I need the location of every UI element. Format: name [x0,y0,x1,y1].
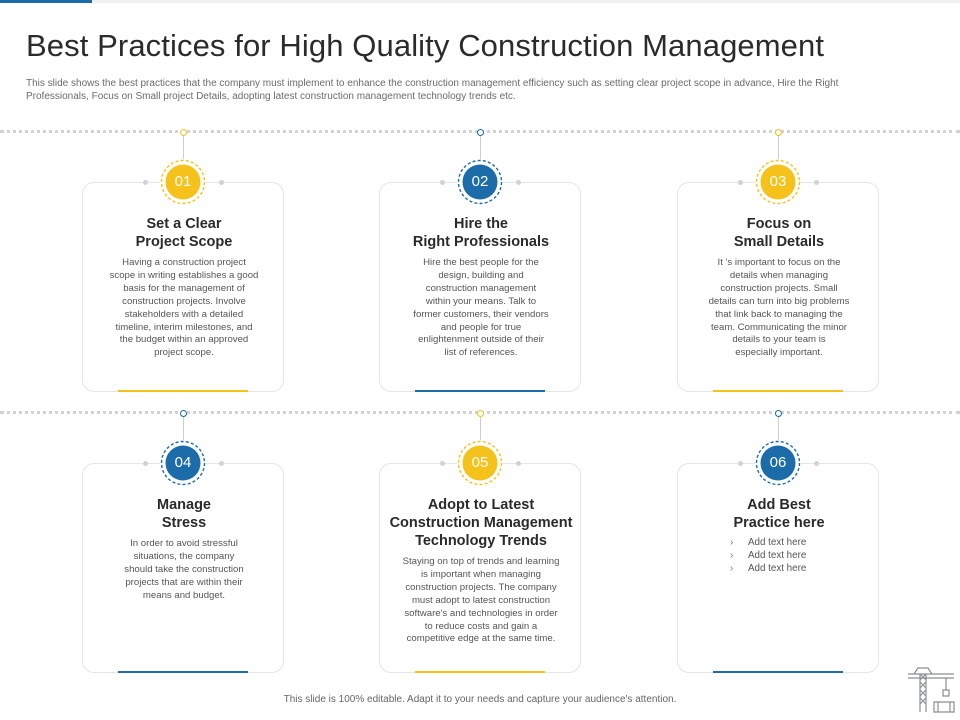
decorative-dot [143,180,148,185]
step-number: 06 [769,454,787,471]
card-description-line: team. Communicating the minor [711,321,847,333]
card-description-line: software's and technologies in order [404,607,558,619]
step-number: 03 [769,173,787,190]
step-number: 04 [174,454,192,471]
card-description-line: list of references. [444,347,518,359]
card-title-line: Right Professionals [412,234,550,250]
card-description-line: former customers, their vendors [413,308,549,320]
card-title [380,215,582,251]
decorative-dot [219,461,224,466]
bullet-text: Add text here [748,563,807,574]
card-description-line: that link back to managing the [715,308,843,320]
card-description-line: within your means. Talk to [425,295,537,307]
card-description-line: basis for the management of [123,282,245,294]
chevron-right-icon: › [730,537,734,548]
slide-description-line-2: Professionals, Focus on Small project Details, adopting latest construction management technology trends etc. [26,91,516,102]
step-number: 02 [471,173,489,190]
card-description [394,257,568,360]
card-description-line: timeline, interim milestones, and [115,321,253,333]
card-title-line: Focus on [746,216,812,232]
card-description-line: construction projects. Small [720,282,838,294]
crane-icon [906,664,956,719]
chevron-right-icon: › [730,550,734,561]
decorative-dot [738,180,743,185]
card-description-line: must adopt to latest construction [411,594,551,606]
card-accent-underline [415,671,545,673]
card-title-line: Hire the [454,216,508,232]
card-title-line: Technology Trends [415,533,547,549]
card-description-line: It 's important to focus on the [717,257,841,268]
decorative-dot [814,180,819,185]
decorative-dot [814,461,819,466]
decorative-dot [143,461,148,466]
step-number-badge [758,443,798,483]
connector-node [180,129,187,136]
card-description-line: project scope. [154,347,214,359]
card-title [380,496,582,550]
slide-title: Best Practices for High Quality Construction Management [26,28,825,63]
chevron-right-icon: › [730,563,734,574]
footer-note: This slide is 100% editable. Adapt it to your needs and capture your audience's attention. [283,694,677,705]
card-description-line: competitive edge at the same time. [406,633,556,645]
card-accent-underline [415,390,545,392]
bullet-text: Add text here [748,537,807,548]
card-title-line: Adopt to Latest [427,497,535,513]
practice-card [82,463,284,673]
card-description-line: and people for true [440,321,522,333]
card-title-line: Add Best [747,497,811,513]
card-title [678,215,880,251]
card-description-line: should take the construction [124,563,244,575]
card-description [394,556,568,646]
step-number: 05 [471,454,489,471]
card-accent-underline [118,390,248,392]
card-title [678,496,880,532]
card-description [97,257,271,360]
practice-card [677,463,879,673]
card-description-line: Staying on top of trends and learning [402,556,560,567]
decorative-dot [516,461,521,466]
card-title [83,496,285,532]
card-description-line: details to your team is [732,334,826,346]
step-number: 01 [174,173,192,190]
decorative-dot [516,180,521,185]
card-accent-underline [713,390,843,392]
card-description-line: situations, the company [133,550,235,562]
card-description-line: especially important. [735,347,823,359]
slide-description [26,77,926,103]
practice-card [82,182,284,392]
practice-card [677,182,879,392]
decorative-dot [440,461,445,466]
card-description-line: stakeholders with a detailed [124,308,244,320]
card-title-line: Project Scope [135,234,233,250]
connector-node [775,410,782,417]
top-accent-bar [0,0,960,3]
bullet-item [730,536,880,549]
card-title-line: Construction Management [389,515,573,531]
card-description-line: enlightenment outside of their [418,334,544,346]
card-description-line: Having a construction project [122,257,246,268]
card-description-line: construction projects. Involve [122,295,246,307]
connector-node [477,129,484,136]
card-title-line: Manage [157,497,211,513]
card-description-line: means and budget. [142,589,226,601]
decorative-dot [440,180,445,185]
card-description-line: details when managing [729,269,829,281]
step-number-badge [163,443,203,483]
card-description-line: the budget within an approved [119,334,249,346]
decorative-dot [738,461,743,466]
card-accent-underline [713,671,843,673]
slide-description-line-1: This slide shows the best practices that the company must implement to enhance the construction management efficiency such as setting clear project scope in advance, Hire the Right [26,78,839,89]
card-title [83,215,285,251]
card-description-line: to reduce costs and gain a [424,620,538,632]
card-description [97,538,271,603]
card-description-line: In order to avoid stressful [130,538,238,549]
card-description [692,257,866,360]
bullet-item [730,562,880,575]
card-accent-underline [118,671,248,673]
card-description-line: construction management [425,282,537,294]
card-title-line: Stress [161,515,207,531]
card-description-line: scope in writing establishes a good [109,269,259,281]
bullet-item [730,549,880,562]
step-number-badge [163,162,203,202]
card-description-line: is important when managing [421,568,541,580]
card-title-line: Practice here [733,515,825,531]
decorative-dot [219,180,224,185]
step-number-badge [758,162,798,202]
connector-node [477,410,484,417]
card-title-line: Set a Clear [146,216,222,232]
bullet-list [678,536,880,575]
connector-node [180,410,187,417]
card-description-line: construction projects. The company [405,581,557,593]
practice-card [379,182,581,392]
card-description-line: projects that are within their [125,576,243,588]
bullet-text: Add text here [748,550,807,561]
connector-node [775,129,782,136]
card-description-line: Hire the best people for the [423,257,539,268]
card-description-line: design, building and [438,269,524,281]
card-title-line: Small Details [733,234,825,250]
card-description-line: details can turn into big problems [708,295,850,307]
step-number-badge [460,443,500,483]
step-number-badge [460,162,500,202]
practice-card [379,463,581,673]
